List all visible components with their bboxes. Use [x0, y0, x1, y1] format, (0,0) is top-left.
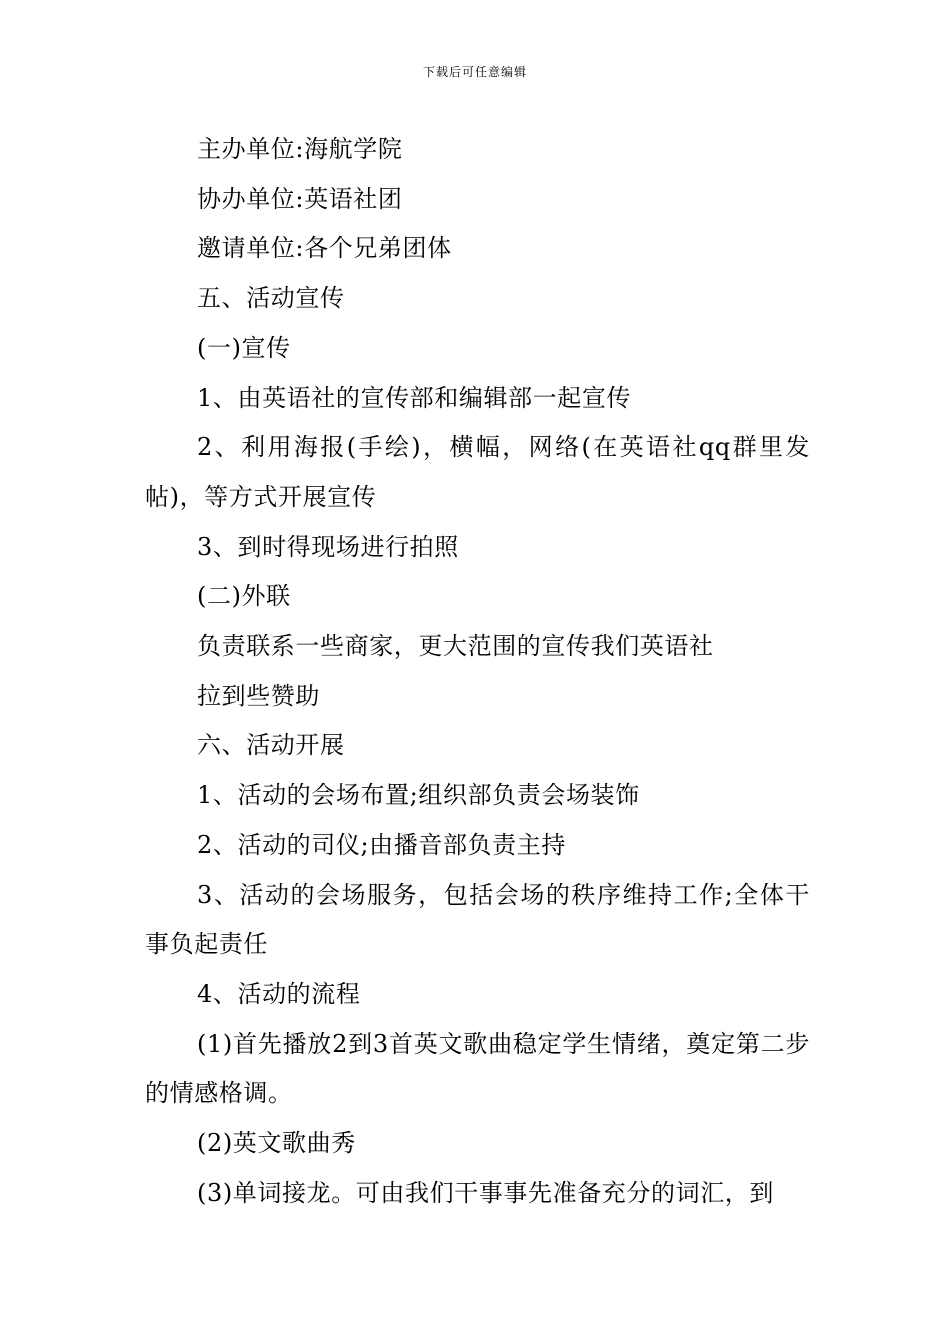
document-body	[145, 125, 810, 1218]
subsection-heading-liaison: (二)外联	[197, 582, 291, 611]
paragraph-invited: 邀请单位:各个兄弟团体	[197, 234, 452, 263]
list-item: 4、活动的流程	[197, 979, 361, 1008]
list-item: 3、活动的会场服务，包括会场的秩序维持工作;全体干事负起责任	[145, 880, 810, 959]
list-item: 1、活动的会场布置;组织部负责会场装饰	[197, 781, 640, 810]
list-item: (3)单词接龙。可由我们干事事先准备充分的词汇，到	[197, 1178, 774, 1207]
paragraph: 负责联系一些商家，更大范围的宣传我们英语社	[197, 632, 714, 661]
list-item: 3、到时得现场进行拍照	[197, 532, 459, 561]
page-header: 下载后可任意编辑	[422, 65, 527, 79]
section-heading-activity: 六、活动开展	[197, 731, 345, 760]
section-heading-promotion: 五、活动宣传	[197, 284, 345, 313]
list-item: (1)首先播放2到3首英文歌曲稳定学生情绪，奠定第二步的情感格调。	[145, 1029, 810, 1108]
list-item: 2、利用海报(手绘)，横幅，网络(在英语社qq群里发帖)，等方式开展宣传	[145, 433, 810, 511]
paragraph-organizer: 主办单位:海航学院	[197, 135, 403, 163]
list-item: (2)英文歌曲秀	[197, 1129, 356, 1158]
paragraph: 拉到些赞助	[197, 681, 320, 710]
subsection-heading-publicity: (一)宣传	[197, 333, 291, 362]
list-item: 2、活动的司仪;由播音部负责主持	[197, 830, 566, 859]
paragraph-co-organizer: 协办单位:英语社团	[197, 184, 403, 213]
list-item: 1、由英语社的宣传部和编辑部一起宣传	[197, 383, 632, 412]
